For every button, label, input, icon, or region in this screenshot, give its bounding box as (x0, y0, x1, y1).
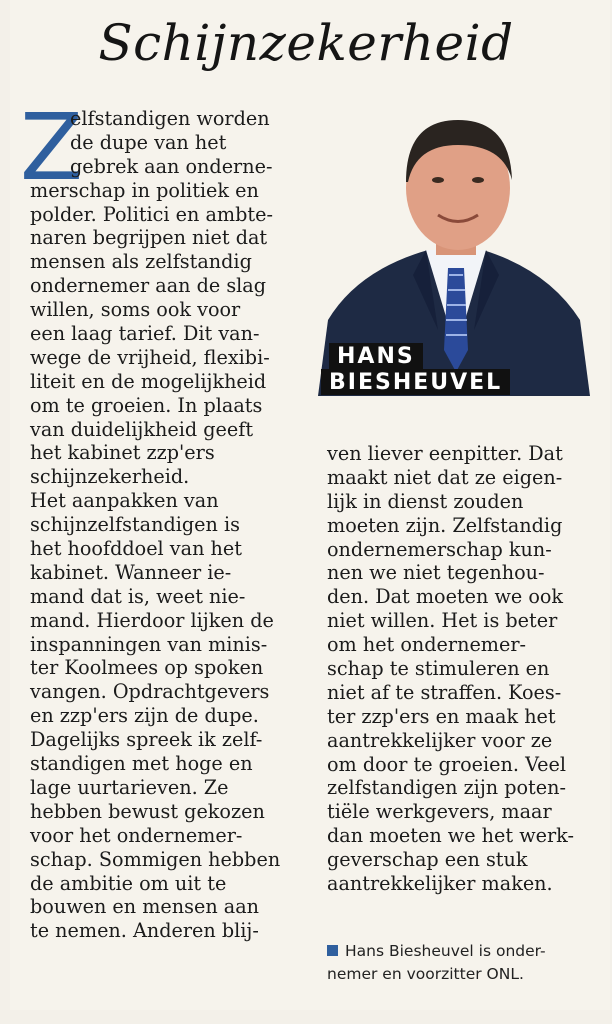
text-line: wege de vrijheid, flexibi- (30, 345, 270, 369)
text-line: bouwen en mensen aan (30, 895, 260, 919)
text-line: de ambitie om uit te (30, 871, 227, 895)
text-line: om door te groeien. Veel (327, 752, 567, 776)
text-line: vangen. Opdrachtgevers (30, 680, 270, 704)
text-line: moeten zijn. Zelfstandig (327, 513, 563, 537)
text-line: lage uurtarieven. Ze (30, 775, 229, 799)
text-line: om het ondernemer- (327, 633, 527, 657)
text-line: zelfstandigen zijn poten- (327, 776, 566, 800)
text-line: niet willen. Het is beter (327, 609, 558, 633)
text-line: kabinet. Wanneer ie- (30, 560, 232, 584)
text-line: te nemen. Anderen blij- (30, 919, 259, 943)
text-line: aantrekkelijker voor ze (327, 728, 553, 752)
author-last-name: BIESHEUVEL (321, 369, 510, 395)
text-line: Het aanpakken van (30, 489, 219, 513)
text-line: en zzp'ers zijn de dupe. (30, 704, 259, 728)
headline: Schijnzekerheid (98, 14, 514, 72)
text-line: standigen met hoge en (30, 752, 253, 776)
text-line: naren begrijpen niet dat (30, 226, 268, 250)
author-bio (327, 940, 546, 986)
author-first-name: HANS (329, 343, 423, 369)
text-line: tiële werkgevers, maar (327, 800, 552, 824)
text-line: gebrek aan onderne- (70, 154, 273, 178)
drop-cap: Z (20, 94, 84, 201)
text-line: voor het ondernemer- (30, 823, 243, 847)
text-line: het kabinet zzp'ers (30, 441, 215, 465)
text-line: ondernemerschap kun- (327, 537, 552, 561)
text-line: schijnzelfstandigen is (30, 513, 240, 537)
text-line: de dupe van het (70, 130, 227, 154)
text-line: Dagelijks spreek ik zelf- (30, 728, 263, 752)
text-line: schap. Sommigen hebben (30, 847, 281, 871)
text-line: elfstandigen worden (70, 107, 270, 130)
text-line: het hoofddoel van het (30, 537, 242, 561)
author-bio-line-1: Hans Biesheuvel is onder- (345, 942, 546, 960)
text-line: maakt niet dat ze eigen- (327, 465, 563, 489)
text-line: geverschap een stuk (327, 848, 528, 872)
text-line: mand. Hierdoor lijken de (30, 608, 274, 632)
text-line: mand dat is, weet nie- (30, 584, 246, 608)
author-name-tag (321, 343, 510, 395)
text-line: lijk in dienst zouden (327, 489, 524, 513)
text-line: mensen als zelfstandig (30, 250, 252, 274)
text-line: inspanningen van minis- (30, 632, 268, 656)
left-column (30, 107, 280, 943)
text-line: niet af te straffen. Koes- (327, 680, 562, 704)
right-column (327, 442, 574, 896)
text-line: willen, soms ook voor (30, 298, 241, 322)
text-line: om te groeien. In plaats (30, 393, 263, 417)
text-line: den. Dat moeten we ook (327, 585, 564, 609)
text-line: ondernemer aan de slag (30, 274, 267, 298)
text-line: merschap in politiek en (30, 178, 259, 202)
text-line: aantrekkelijker maken. (327, 872, 553, 896)
text-line: nen we niet tegenhou- (327, 561, 545, 585)
text-line: schap te stimuleren en (327, 657, 550, 681)
text-line: ter Koolmees op spoken (30, 656, 264, 680)
bullet-square-icon (327, 945, 338, 956)
text-line: liteit en de mogelijkheid (30, 369, 267, 393)
text-line: van duidelijkheid geeft (30, 417, 254, 441)
text-line: polder. Politici en ambte- (30, 202, 273, 226)
text-line: ter zzp'ers en maak het (327, 704, 556, 728)
text-line: schijnzekerheid. (30, 465, 190, 489)
text-line: dan moeten we het werk- (327, 824, 574, 848)
author-bio-line-2: nemer en voorzitter ONL. (327, 965, 524, 983)
text-line: hebben bewust gekozen (30, 799, 265, 823)
text-line: een laag tarief. Dit van- (30, 322, 260, 346)
text-line: ven liever eenpitter. Dat (327, 442, 563, 465)
